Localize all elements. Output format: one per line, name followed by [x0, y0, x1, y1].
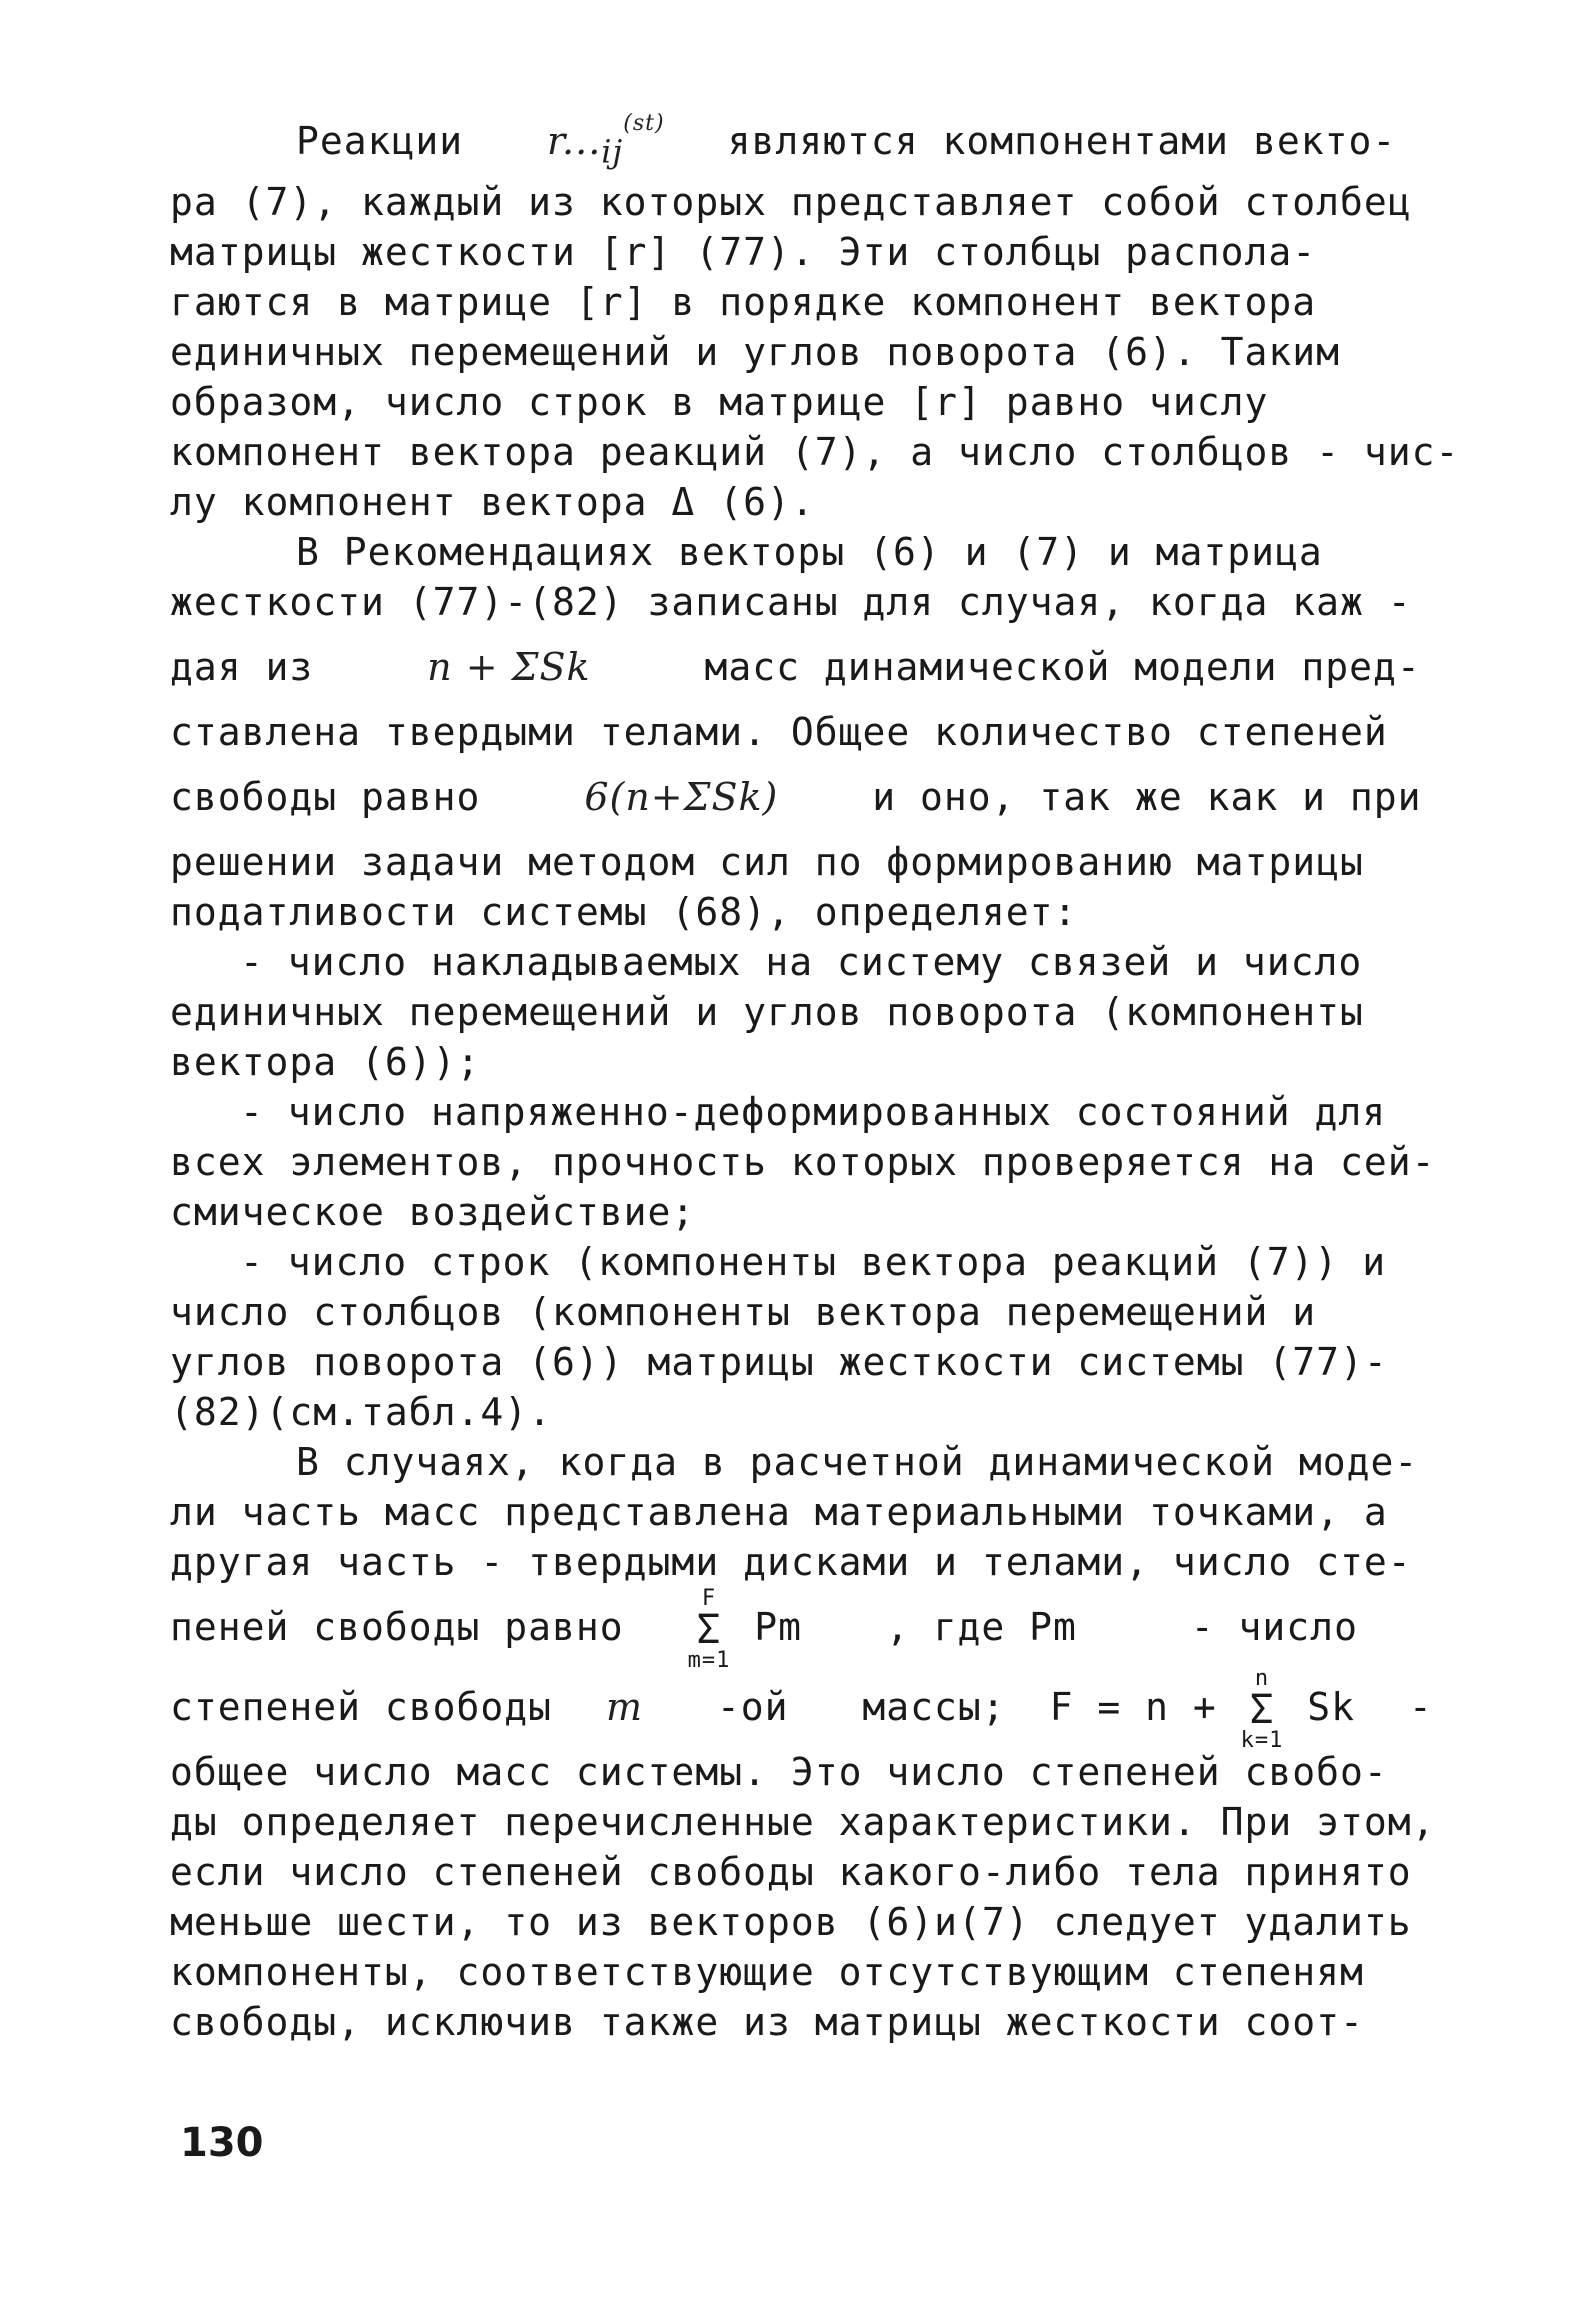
list-item-3-line-1: - число строк (компоненты вектора реакций (7)) и — [240, 1240, 1387, 1284]
p1-line-5: единичных перемещений и углов поворота (6). Таким — [170, 330, 1341, 374]
p2-line-3 — [170, 627, 1480, 707]
p3-line-11: свободы, исключив также из матрицы жесткости соот- — [170, 2000, 1364, 2044]
p1-line-1 — [170, 105, 1480, 177]
list-item-1-line-2: единичных перемещений и углов поворота (компоненты — [170, 990, 1364, 1034]
list-item-3-line-3: углов поворота (6)) матрицы жесткости системы (77)- — [170, 1340, 1388, 1384]
p3-text: массы; — [862, 1685, 1006, 1729]
sum-term: Pm — [754, 1605, 802, 1649]
mass-index-m: m — [605, 1685, 643, 1729]
p3-line-2: ли часть масс представлена материальными точками, а — [170, 1490, 1388, 1534]
sum-formula-p: F Σ m=1 — [687, 1585, 731, 1673]
p3-line-4 — [170, 1585, 1480, 1673]
p3-line-6: общее число масс системы. Это число степеней свобо- — [170, 1750, 1388, 1794]
p2-line-1: В Рекомендациях векторы (6) и (7) и матрица — [296, 530, 1323, 574]
p1-line-4: гаются в матрице [r] в порядке компонент вектора — [170, 280, 1317, 324]
p3-text: - число — [1190, 1605, 1358, 1649]
p3-line-7: ды определяет перечисленные характеристики. При этом, — [170, 1800, 1436, 1844]
p2-text: свободы равно — [170, 775, 481, 819]
p1-line-3: матрицы жесткости [r] (77). Эти столбцы распола- — [170, 230, 1317, 274]
sum-term: Sk — [1307, 1685, 1356, 1729]
p2-line-6: решении задачи методом сил по формированию матрицы — [170, 840, 1364, 884]
p3-line-9: меньше шести, то из векторов (6)и(7) следует удалить — [170, 1900, 1412, 1944]
sum-formula-s: n Σ k=1 — [1240, 1665, 1284, 1753]
p3-text: -ой — [716, 1685, 789, 1729]
p3-line-8: если число степеней свободы какого-либо тела принято — [170, 1850, 1412, 1894]
p1-text: являются компонентами векто- — [727, 119, 1397, 163]
dof-formula: 6(n+ΣSk) — [584, 775, 779, 819]
p3-text: пеней свободы равно — [170, 1605, 624, 1649]
p3-line-3: другая часть - твердыми дисками и телами, число сте- — [170, 1540, 1412, 1584]
p3-line-5 — [170, 1665, 1480, 1753]
list-item-2-line-3: смическое воздействие; — [170, 1190, 696, 1234]
reaction-symbol: $r..._{ij}^{(st)}$ — [547, 111, 665, 171]
page-number: 130 — [180, 2120, 264, 2166]
list-item-2-line-2: всех элементов, прочность которых проверяется на сей- — [170, 1140, 1436, 1184]
p1-line-2: ра (7), каждый из которых представляет собой столбец — [170, 180, 1412, 224]
list-item-2-line-1: - число напряженно-деформированных состояний для — [240, 1090, 1387, 1134]
p2-text: дая из — [170, 645, 314, 689]
document-page — [170, 105, 1480, 2047]
p2-line-5 — [170, 757, 1480, 837]
p2-line-4: ставлена твердыми телами. Общее количество степеней — [170, 710, 1388, 754]
p1-text: Реакции — [296, 119, 464, 163]
mass-count-formula: n + ΣSk — [427, 645, 591, 689]
p1-line-8: лу компонент вектора Δ (6). — [170, 480, 815, 524]
p3-text: - — [1408, 1685, 1433, 1729]
p3-text: степеней свободы — [170, 1685, 553, 1729]
list-item-1-line-1: - число накладываемых на систему связей и число — [240, 940, 1363, 984]
p3-line-1: В случаях, когда в расчетной динамической моде- — [296, 1440, 1419, 1484]
p2-line-7: податливости системы (68), определяет: — [170, 890, 1078, 934]
list-item-1-line-3: вектора (6)); — [170, 1040, 481, 1084]
total-mass-formula: F = n + — [1049, 1685, 1217, 1729]
p2-text: масс динамической модели пред- — [704, 645, 1421, 689]
list-item-3-line-2: число столбцов (компоненты вектора перемещений и — [170, 1290, 1317, 1334]
list-item-3-line-4: (82)(см.табл.4). — [170, 1390, 553, 1434]
p2-text: и оно, так же как и при — [872, 775, 1422, 819]
p3-text: , где Pm — [885, 1605, 1077, 1649]
p2-line-2: жесткости (77)-(82) записаны для случая, когда каж - — [170, 580, 1412, 624]
p1-line-6: образом, число строк в матрице [r] равно числу — [170, 380, 1269, 424]
p3-line-10: компоненты, соответствующие отсутствующим степеням — [170, 1950, 1364, 1994]
p1-line-7: компонент вектора реакций (7), а число столбцов - чис- — [170, 430, 1460, 474]
